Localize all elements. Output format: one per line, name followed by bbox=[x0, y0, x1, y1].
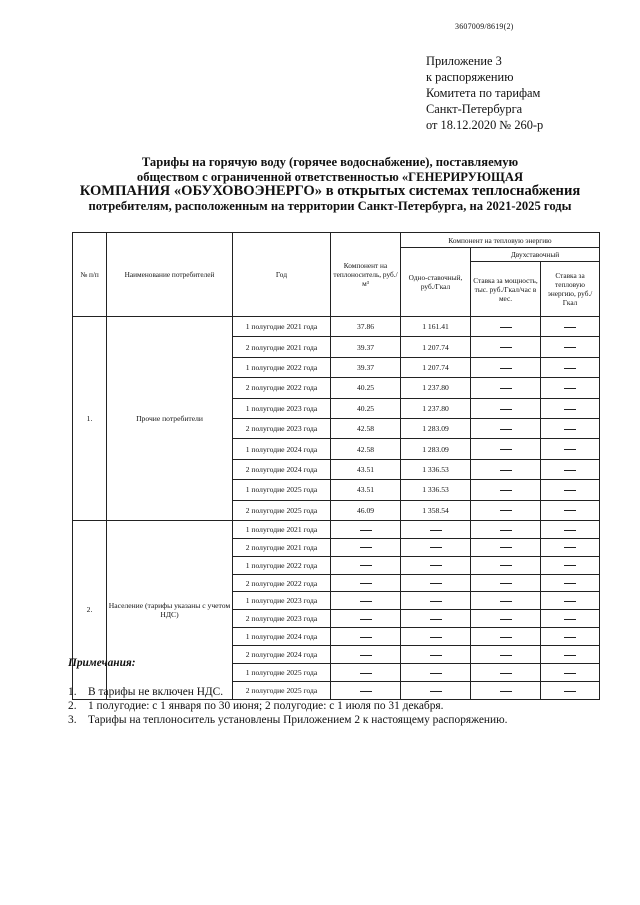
period-cell: 2 полугодие 2023 года bbox=[233, 610, 331, 628]
dash-mark bbox=[360, 583, 372, 584]
dash-mark bbox=[500, 470, 512, 471]
carrier-cell: 46.09 bbox=[331, 500, 401, 520]
notes-heading: Примечания: bbox=[68, 657, 136, 669]
capacity-rate-cell bbox=[471, 357, 541, 377]
dash-mark bbox=[564, 449, 576, 450]
header-two-part: Двухставочный bbox=[471, 248, 600, 262]
dash-mark bbox=[500, 637, 512, 638]
energy-rate-cell bbox=[541, 337, 600, 357]
appendix-line: Санкт-Петербурга bbox=[426, 102, 523, 116]
period-cell: 2 полугодие 2024 года bbox=[233, 646, 331, 664]
dash-mark bbox=[564, 490, 576, 491]
period-cell: 2 полугодие 2022 года bbox=[233, 378, 331, 398]
period-cell: 2 полугодие 2022 года bbox=[233, 574, 331, 592]
dash-mark bbox=[564, 637, 576, 638]
period-cell: 1 полугодие 2024 года bbox=[233, 628, 331, 646]
dash-mark bbox=[500, 583, 512, 584]
dash-mark bbox=[564, 583, 576, 584]
capacity-rate-cell bbox=[471, 317, 541, 337]
carrier-cell: 39.37 bbox=[331, 337, 401, 357]
dash-mark bbox=[360, 619, 372, 620]
energy-rate-cell bbox=[541, 378, 600, 398]
carrier-cell bbox=[331, 520, 401, 538]
carrier-cell bbox=[331, 538, 401, 556]
carrier-cell bbox=[331, 574, 401, 592]
dash-mark bbox=[564, 327, 576, 328]
period-cell: 1 полугодие 2022 года bbox=[233, 556, 331, 574]
dash-mark bbox=[500, 510, 512, 511]
single-rate-cell: 1 336.53 bbox=[401, 480, 471, 500]
period-cell: 1 полугодие 2025 года bbox=[233, 480, 331, 500]
single-rate-cell: 1 237.80 bbox=[401, 398, 471, 418]
dash-mark bbox=[564, 368, 576, 369]
note-text: Тарифы на теплоноситель установлены Приложением 2 к настоящему распоряжению. bbox=[88, 714, 508, 726]
single-rate-cell bbox=[401, 574, 471, 592]
carrier-cell: 42.58 bbox=[331, 439, 401, 459]
dash-mark bbox=[564, 655, 576, 656]
energy-rate-cell bbox=[541, 520, 600, 538]
dash-mark bbox=[500, 619, 512, 620]
period-cell: 2 полугодие 2023 года bbox=[233, 418, 331, 438]
dash-mark bbox=[564, 510, 576, 511]
title-line: КОМПАНИЯ «ОБУХОВОЭНЕРГО» в открытых системах теплоснабжения bbox=[79, 183, 581, 200]
tariff-table bbox=[72, 232, 600, 700]
row-number: 2. bbox=[73, 520, 107, 699]
energy-rate-cell bbox=[541, 439, 600, 459]
dash-mark bbox=[500, 409, 512, 410]
dash-mark bbox=[500, 530, 512, 531]
dash-mark bbox=[430, 547, 442, 548]
note-item bbox=[68, 685, 507, 699]
dash-mark bbox=[360, 565, 372, 566]
notes-list bbox=[68, 685, 507, 727]
single-rate-cell: 1 207.74 bbox=[401, 357, 471, 377]
energy-rate-cell bbox=[541, 646, 600, 664]
document-number: 3607009/8619(2) bbox=[455, 22, 514, 31]
energy-rate-cell bbox=[541, 592, 600, 610]
energy-rate-cell bbox=[541, 610, 600, 628]
energy-rate-cell bbox=[541, 664, 600, 682]
single-rate-cell bbox=[401, 592, 471, 610]
capacity-rate-cell bbox=[471, 398, 541, 418]
capacity-rate-cell bbox=[471, 538, 541, 556]
appendix-header bbox=[426, 53, 543, 133]
dash-mark bbox=[500, 490, 512, 491]
title-line: обществом с ограниченной ответственностью «ГЕНЕРИРУЮЩАЯ bbox=[136, 169, 524, 184]
header-energy: Компонент на тепловую энергию bbox=[401, 233, 600, 248]
capacity-rate-cell bbox=[471, 592, 541, 610]
period-cell: 2 полугодие 2021 года bbox=[233, 538, 331, 556]
notes bbox=[68, 657, 507, 727]
energy-rate-cell bbox=[541, 574, 600, 592]
dash-mark bbox=[564, 388, 576, 389]
carrier-cell bbox=[331, 628, 401, 646]
capacity-rate-cell bbox=[471, 439, 541, 459]
document-title bbox=[60, 155, 600, 213]
energy-rate-cell bbox=[541, 357, 600, 377]
single-rate-cell: 1 283.09 bbox=[401, 418, 471, 438]
appendix-line: Комитета по тарифам bbox=[426, 86, 541, 100]
header-single-rate: Одно-ставочный, руб./Гкал bbox=[401, 248, 471, 317]
table-row bbox=[73, 317, 600, 337]
dash-mark bbox=[564, 409, 576, 410]
dash-mark bbox=[564, 601, 576, 602]
dash-mark bbox=[500, 565, 512, 566]
dash-mark bbox=[430, 530, 442, 531]
dash-mark bbox=[430, 637, 442, 638]
dash-mark bbox=[360, 547, 372, 548]
consumer-name: Население (тарифы указаны с учетом НДС) bbox=[107, 520, 233, 699]
capacity-rate-cell bbox=[471, 520, 541, 538]
single-rate-cell bbox=[401, 556, 471, 574]
capacity-rate-cell bbox=[471, 337, 541, 357]
appendix-line: от 18.12.2020 № 260-р bbox=[426, 118, 544, 132]
carrier-cell: 43.51 bbox=[331, 480, 401, 500]
consumer-name: Прочие потребители bbox=[107, 317, 233, 521]
dash-mark bbox=[500, 601, 512, 602]
energy-rate-cell bbox=[541, 628, 600, 646]
tariff-table-body bbox=[73, 317, 600, 700]
energy-rate-cell bbox=[541, 480, 600, 500]
capacity-rate-cell bbox=[471, 480, 541, 500]
dash-mark bbox=[360, 637, 372, 638]
appendix-line: Приложение 3 bbox=[426, 54, 502, 68]
dash-mark bbox=[360, 530, 372, 531]
period-cell: 1 полугодие 2024 года bbox=[233, 439, 331, 459]
carrier-cell: 40.25 bbox=[331, 398, 401, 418]
title-line: Тарифы на горячую воду (горячее водоснабжение), поставляемую bbox=[141, 155, 519, 169]
capacity-rate-cell bbox=[471, 556, 541, 574]
single-rate-cell: 1 283.09 bbox=[401, 439, 471, 459]
capacity-rate-cell bbox=[471, 628, 541, 646]
dash-mark bbox=[500, 368, 512, 369]
dash-mark bbox=[564, 673, 576, 674]
period-cell: 2 полугодие 2025 года bbox=[233, 681, 331, 699]
dash-mark bbox=[564, 530, 576, 531]
header-year: Год bbox=[233, 233, 331, 317]
energy-rate-cell bbox=[541, 556, 600, 574]
dash-mark bbox=[430, 655, 442, 656]
carrier-cell: 40.25 bbox=[331, 378, 401, 398]
carrier-cell: 43.51 bbox=[331, 459, 401, 479]
note-number: 3. bbox=[68, 714, 77, 726]
note-text: 1 полугодие: с 1 января по 30 июня; 2 полугодие: с 1 июля по 31 декабря. bbox=[88, 700, 444, 712]
dash-mark bbox=[430, 619, 442, 620]
dash-mark bbox=[500, 347, 512, 348]
single-rate-cell: 1 358.54 bbox=[401, 500, 471, 520]
single-rate-cell bbox=[401, 520, 471, 538]
capacity-rate-cell bbox=[471, 378, 541, 398]
dash-mark bbox=[564, 470, 576, 471]
capacity-rate-cell bbox=[471, 459, 541, 479]
capacity-rate-cell bbox=[471, 500, 541, 520]
carrier-cell: 37.86 bbox=[331, 317, 401, 337]
period-cell: 1 полугодие 2021 года bbox=[233, 317, 331, 337]
dash-mark bbox=[500, 429, 512, 430]
dash-mark bbox=[360, 601, 372, 602]
header-energy-rate: Ставка за тепловую энергию, руб./Гкал bbox=[541, 262, 600, 317]
dash-mark bbox=[500, 388, 512, 389]
note-item bbox=[68, 699, 507, 713]
capacity-rate-cell bbox=[471, 418, 541, 438]
single-rate-cell bbox=[401, 610, 471, 628]
period-cell: 2 полугодие 2021 года bbox=[233, 337, 331, 357]
note-item bbox=[68, 713, 507, 727]
energy-rate-cell bbox=[541, 500, 600, 520]
period-cell: 1 полугодие 2021 года bbox=[233, 520, 331, 538]
dash-mark bbox=[500, 655, 512, 656]
single-rate-cell bbox=[401, 538, 471, 556]
carrier-cell: 42.58 bbox=[331, 418, 401, 438]
energy-rate-cell bbox=[541, 398, 600, 418]
row-number: 1. bbox=[73, 317, 107, 521]
period-cell: 1 полугодие 2023 года bbox=[233, 398, 331, 418]
period-cell: 1 полугодие 2022 года bbox=[233, 357, 331, 377]
dash-mark bbox=[430, 583, 442, 584]
period-cell: 2 полугодие 2025 года bbox=[233, 500, 331, 520]
carrier-cell bbox=[331, 556, 401, 574]
period-cell: 1 полугодие 2025 года bbox=[233, 664, 331, 682]
header-consumer: Наименование потребителей bbox=[107, 233, 233, 317]
header-num: № п/п bbox=[73, 233, 107, 317]
single-rate-cell bbox=[401, 628, 471, 646]
dash-mark bbox=[430, 601, 442, 602]
single-rate-cell: 1 336.53 bbox=[401, 459, 471, 479]
appendix-line: к распоряжению bbox=[426, 70, 514, 84]
energy-rate-cell bbox=[541, 459, 600, 479]
dash-mark bbox=[360, 655, 372, 656]
title-line: потребителям, расположенным на территории Санкт-Петербурга, на 2021-2025 годы bbox=[88, 198, 572, 213]
table-row bbox=[73, 520, 600, 538]
capacity-rate-cell bbox=[471, 574, 541, 592]
header-capacity-rate: Ставка за мощность, тыс. руб./Гкал/час в мес. bbox=[471, 262, 541, 317]
energy-rate-cell bbox=[541, 538, 600, 556]
period-cell: 1 полугодие 2023 года bbox=[233, 592, 331, 610]
dash-mark bbox=[564, 565, 576, 566]
note-text: В тарифы не включен НДС. bbox=[88, 686, 224, 698]
dash-mark bbox=[430, 565, 442, 566]
carrier-cell: 39.37 bbox=[331, 357, 401, 377]
dash-mark bbox=[500, 327, 512, 328]
dash-mark bbox=[564, 547, 576, 548]
note-number: 2. bbox=[68, 700, 77, 712]
energy-rate-cell bbox=[541, 681, 600, 699]
energy-rate-cell bbox=[541, 418, 600, 438]
single-rate-cell: 1 161.41 bbox=[401, 317, 471, 337]
carrier-cell bbox=[331, 592, 401, 610]
single-rate-cell: 1 237.80 bbox=[401, 378, 471, 398]
dash-mark bbox=[564, 619, 576, 620]
dash-mark bbox=[500, 449, 512, 450]
header-carrier: Компонент на теплоноситель, руб./м³ bbox=[331, 233, 401, 317]
single-rate-cell: 1 207.74 bbox=[401, 337, 471, 357]
dash-mark bbox=[564, 691, 576, 692]
carrier-cell bbox=[331, 610, 401, 628]
dash-mark bbox=[564, 347, 576, 348]
dash-mark bbox=[500, 547, 512, 548]
capacity-rate-cell bbox=[471, 610, 541, 628]
note-number: 1. bbox=[68, 686, 77, 698]
period-cell: 2 полугодие 2024 года bbox=[233, 459, 331, 479]
dash-mark bbox=[564, 429, 576, 430]
energy-rate-cell bbox=[541, 317, 600, 337]
